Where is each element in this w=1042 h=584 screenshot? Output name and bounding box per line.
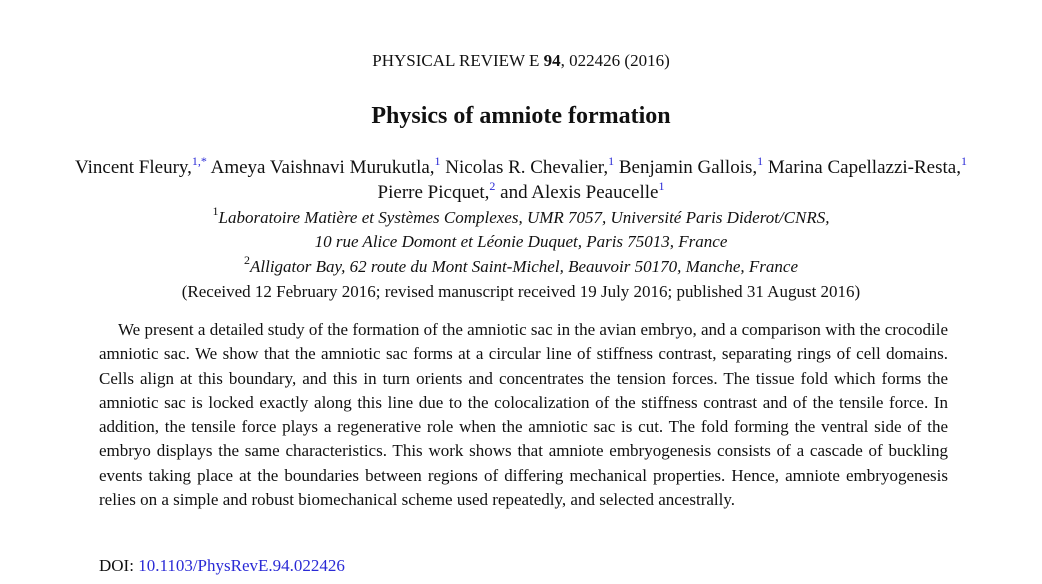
doi-label: DOI: bbox=[99, 556, 139, 575]
affiliation-marker: 2 bbox=[244, 253, 250, 268]
author-name: Pierre Picquet, bbox=[377, 182, 490, 203]
author-affiliation-ref[interactable]: 1 bbox=[608, 153, 615, 168]
author-list bbox=[0, 155, 1042, 205]
affiliation-2 bbox=[0, 255, 1042, 279]
abstract: We present a detailed study of the formation of the amniotic sac in the avian embryo, and a comparison with the crocodile amniotic sac. We show that the amniotic sac forms at a circular line of stiffness contrast, separating rings of cell domains. Cells align at this boundary, and this in turn orients and concentrates the tension forces. The tissue fold which forms the amniotic sac is locked exactly along this line due to the colocalization of the stiffness contrast and of the tensile force. In addition, the tensile force plays a regenerative role when the amniotic sac is cut. The fold forming the ventral side of the embryo displays the same characteristics. This work shows that amniote embryogenesis consists of a cascade of buckling events taking place at the boundaries between regions of differing mechanical properties. Hence, amniote embryogenesis relies on a simple and robust biomechanical scheme used repeatedly, and selected ancestrally. bbox=[99, 320, 948, 510]
author-name: Marina Capellazzi-Resta, bbox=[767, 157, 961, 178]
affiliation-line: Laboratoire Matière et Systèmes Complexes, UMR 7057, Université Paris Diderot/CNRS, bbox=[218, 208, 830, 227]
paper-title: Physics of amniote formation bbox=[371, 103, 671, 129]
author-affiliation-ref[interactable]: 1 bbox=[658, 178, 665, 193]
doi bbox=[99, 554, 345, 578]
author-name: Nicolas R. Chevalier, bbox=[445, 157, 609, 178]
author-name: Benjamin Gallois, bbox=[618, 157, 758, 178]
author-name: Ameya Vaishnavi Murukutla, bbox=[210, 157, 435, 178]
author-affiliation-ref[interactable]: 1 bbox=[757, 153, 764, 168]
affiliation-1 bbox=[0, 206, 1042, 254]
author-affiliation-ref[interactable]: 1,* bbox=[191, 153, 207, 168]
author-affiliation-ref[interactable]: 1 bbox=[434, 153, 441, 168]
journal-pages-year: , 022426 (2016) bbox=[560, 51, 670, 70]
author-name: and Alexis Peaucelle bbox=[500, 182, 659, 203]
journal-header bbox=[0, 50, 1042, 72]
journal-name: PHYSICAL REVIEW E bbox=[372, 51, 544, 70]
author-name: Vincent Fleury, bbox=[75, 157, 192, 178]
author-affiliation-ref[interactable]: 1 bbox=[960, 153, 967, 168]
affiliation-marker: 1 bbox=[212, 204, 219, 219]
author-affiliation-ref[interactable]: 2 bbox=[489, 178, 496, 193]
journal-volume: 94 bbox=[543, 51, 561, 70]
received-dates: (Received 12 February 2016; revised manuscript received 19 July 2016; published 31 August 2016) bbox=[181, 282, 861, 301]
affiliation-line: 10 rue Alice Domont et Léonie Duquet, Paris 75013, France bbox=[314, 232, 728, 251]
affiliation-line: Alligator Bay, 62 route du Mont Saint-Michel, Beauvoir 50170, Manche, France bbox=[250, 257, 798, 276]
doi-link[interactable]: 10.1103/PhysRevE.94.022426 bbox=[138, 556, 345, 575]
